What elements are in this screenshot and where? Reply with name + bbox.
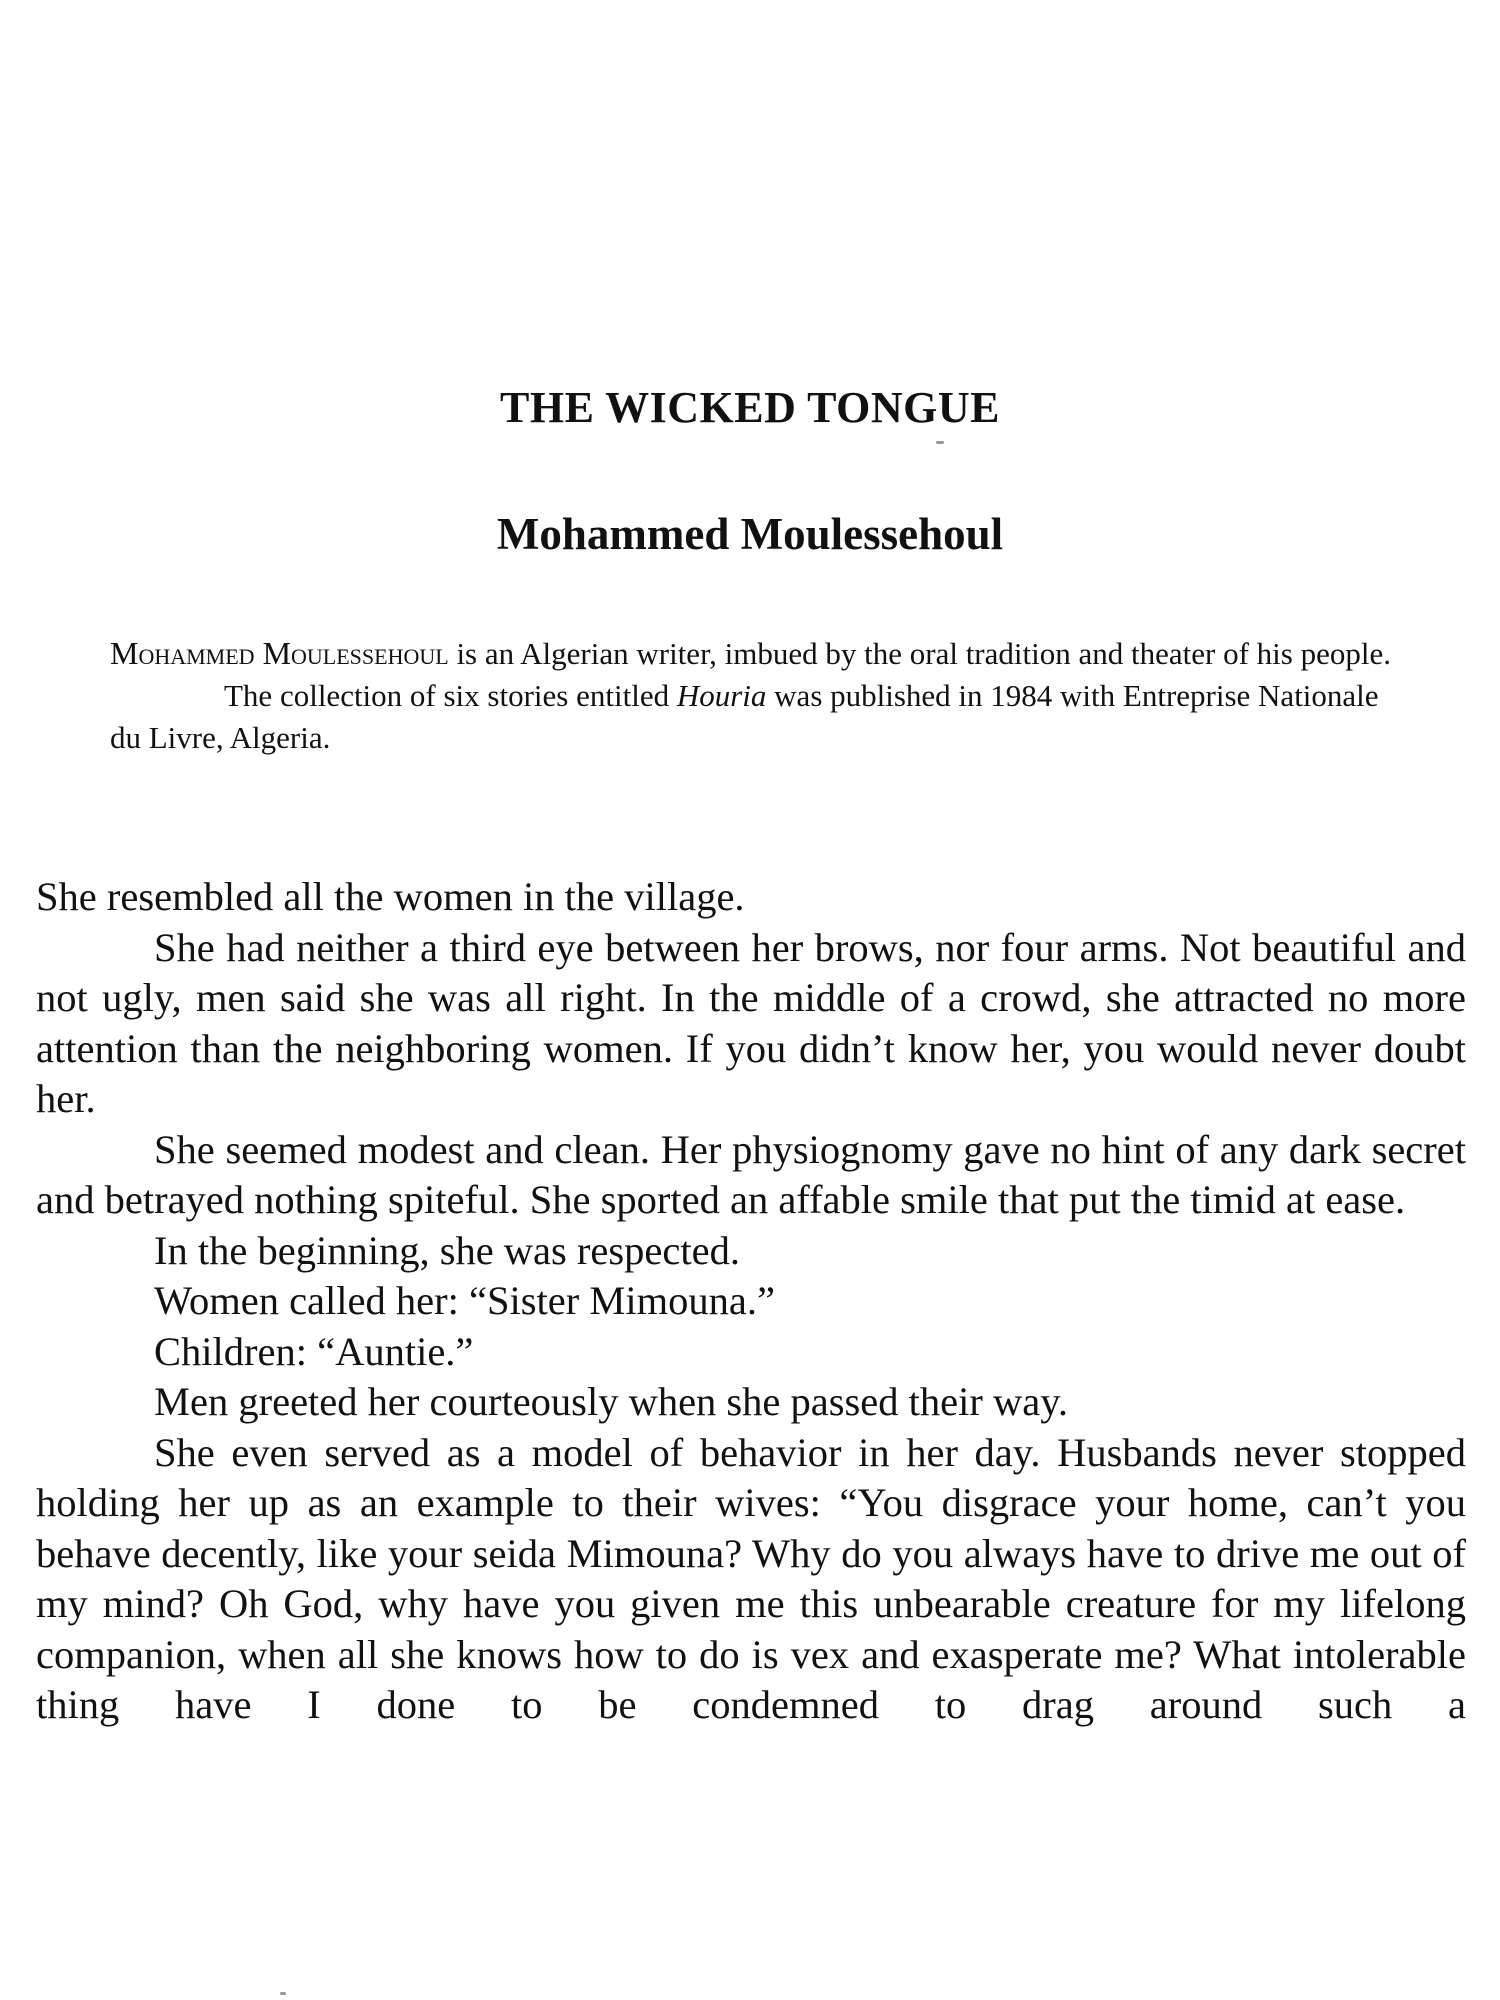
story-paragraph-5: Women called her: “Sister Mimouna.” [154,1278,775,1323]
author-bio [110,632,1395,759]
bio-line1-text: is an Algerian writer, imbued by the oral tradition and theater of his people. [448,636,1391,671]
story-paragraph-6: Children: “Auntie.” [154,1328,474,1374]
story-body [36,872,1466,1731]
bio-book-title: Houria [676,678,767,713]
scan-speck [280,1992,286,1995]
bio-line2-start: The collection of six stories entitled [224,678,677,713]
story-paragraph-1: She resembled all the women in the village. [36,874,745,919]
story-paragraph-7: Men greeted her courteously when she passed their way. [154,1379,1068,1424]
story-title: THE WICKED TONGUE [500,383,1000,432]
story-paragraph-2: She had neither a third eye between her brows, nor four arms. Not beautiful and not ugly, men said she was all right. In the middle of a crowd, she attracted no more attention than the neighboring women. If you didn’t know her, you would never doubt her. [36,924,1466,1121]
story-paragraph-3: She seemed modest and clean. Her physiognomy gave no hint of any dark secret and betrayed nothing spiteful. She sported an affable smile that put the timid at ease. [36,1126,1466,1222]
scan-speck [936,441,944,444]
bio-paragraph-2 [110,675,1395,759]
author-name: Mohammed Moulessehoul [496,509,1004,559]
bio-author-name: Mohammed Moulessehoul [110,635,449,671]
bio-line2-rest: was published in 1984 with Entreprise Nationale du Livre, Algeria. [110,678,1379,755]
story-paragraph-4: In the beginning, she was respected. [154,1227,740,1273]
bio-paragraph-1 [110,632,1395,675]
story-paragraph-8: She even served as a model of behavior in her day. Husbands never stopped holding her up as an example to their wives: “You disgrace your home, can’t you behave decently, like your seida Mimouna? Why do you always have to drive me out of my mind? Oh God, why have you given me this unbearable creature for my lifelong companion, when all she knows how to do is vex and exasperate me? What intolerable thing have I done to be condemned to drag around such a [36,1429,1466,1727]
